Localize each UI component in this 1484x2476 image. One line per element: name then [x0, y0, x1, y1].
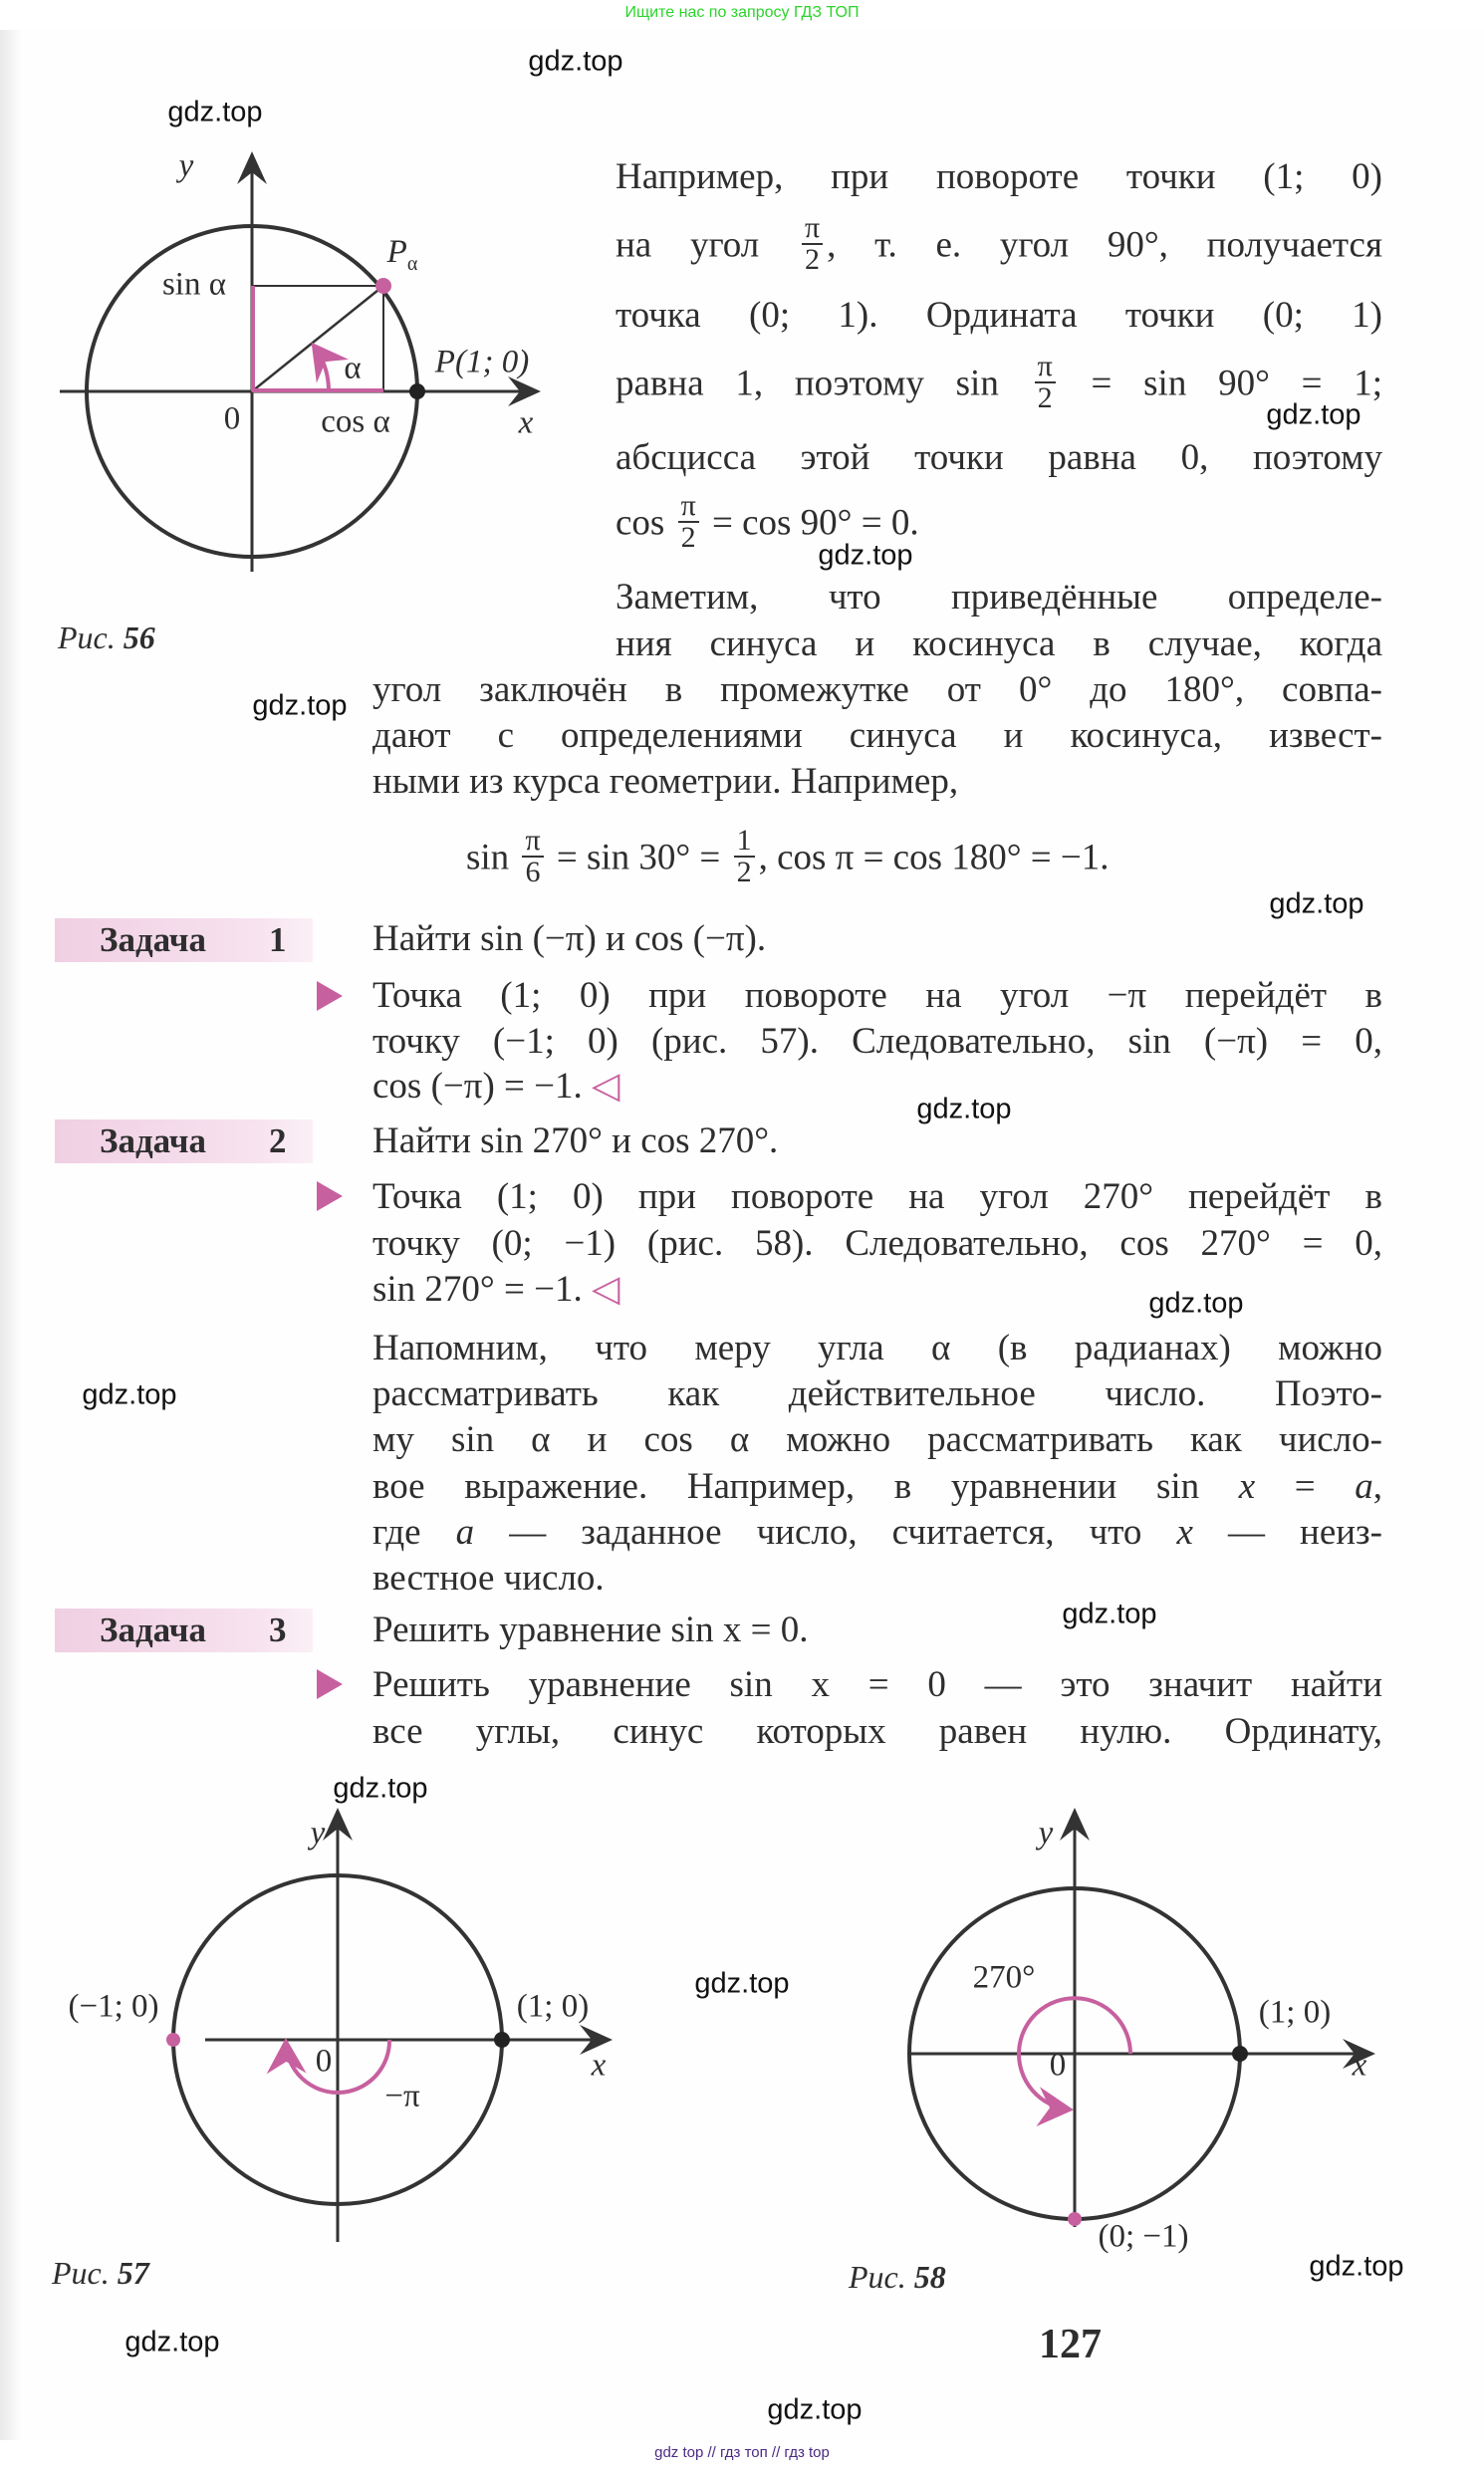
caption-number: 56	[123, 619, 155, 655]
fig58-x-label: x	[1352, 2047, 1367, 2084]
watermark: gdz.top	[818, 539, 913, 572]
watermark: gdz.top	[252, 689, 348, 722]
text-segment: , cos π = cos 180° = −1.	[758, 837, 1110, 878]
text-line: Например, при повороте точки (1; 0)	[616, 156, 1382, 197]
text-line: точку (−1; 0) (рис. 57). Следовательно, sin (−π) = 0,	[372, 1021, 1382, 1062]
solution-start-icon	[317, 1669, 343, 1699]
caption-number: 57	[117, 2255, 149, 2291]
text-line: угол заключён в промежутке от 0° до 180°, совпа-	[372, 669, 1382, 710]
numerator: π	[1035, 352, 1056, 383]
text-line	[616, 489, 1382, 557]
watermark: gdz.top	[694, 1967, 790, 2000]
fig58-y-label: y	[1038, 1815, 1054, 1852]
point-p-alpha	[375, 278, 391, 294]
text-segment: вое выражение. Например, в уравнении sin	[372, 1466, 1239, 1507]
fig56-cos-label: cos α	[321, 403, 390, 440]
fig58-caption	[849, 2259, 946, 2296]
variable: a	[1355, 1466, 1373, 1507]
numerator: π	[522, 826, 543, 858]
fig57-origin-label: 0	[315, 2043, 333, 2080]
denominator: 2	[736, 856, 752, 888]
solution-start-icon	[317, 1181, 343, 1211]
fig58-origin-label: 0	[1049, 2047, 1067, 2084]
text-segment: sin	[466, 837, 510, 878]
text-line: Заметим, что приведённые определе-	[616, 577, 1382, 618]
solution-end-icon: ◁	[591, 1269, 620, 1310]
task-label: Задача	[100, 1121, 207, 1160]
footer-links: gdz top // гдз топ // гдз top	[654, 2444, 830, 2461]
task-1-label	[55, 918, 313, 962]
watermark: gdz.top	[1148, 1287, 1244, 1320]
text-line	[372, 1464, 1382, 1510]
text-line: все углы, синус которых равен нулю. Ординату,	[372, 1711, 1382, 1752]
variable: x	[1238, 1466, 1256, 1507]
fig56-alpha-label: α	[344, 350, 362, 386]
point-p10	[409, 383, 425, 399]
task-2-statement: Найти sin 270° и cos 270°.	[372, 1120, 779, 1161]
fig57-left-point-label: (−1; 0)	[68, 1988, 159, 2025]
text-line: точку (0; −1) (рис. 58). Следовательно, cos 270° = 0,	[372, 1223, 1382, 1264]
fig58-right-point-label: (1; 0)	[1258, 1994, 1332, 2031]
fig56-p10-label: P(1; 0)	[434, 344, 530, 380]
variable: a	[455, 1512, 475, 1553]
solution-start-icon	[317, 981, 343, 1011]
fig57-right-point-label: (1; 0)	[516, 1988, 590, 2025]
text-segment: ,	[1372, 1466, 1382, 1507]
fraction-pi-over-6	[522, 826, 543, 887]
watermark: gdz.top	[528, 45, 623, 78]
task-number: 3	[269, 1610, 287, 1649]
caption-prefix: Рис.	[849, 2259, 906, 2295]
caption-number: 58	[913, 2259, 946, 2295]
watermark: gdz.top	[82, 1378, 177, 1411]
point-1-0	[494, 2032, 510, 2048]
fraction-pi-over-2	[678, 491, 699, 553]
fig56-y-label: y	[178, 147, 194, 184]
text-line	[616, 211, 1382, 279]
fraction-pi-over-2	[1035, 352, 1056, 413]
text-line	[372, 1510, 1382, 1556]
watermark: gdz.top	[167, 96, 263, 128]
text-segment: — заданное число, считается, что	[474, 1512, 1177, 1553]
denominator: 6	[525, 856, 541, 888]
fraction-pi-over-2	[802, 213, 823, 275]
text-line: Решить уравнение sin x = 0 — это значит найти	[372, 1664, 1382, 1705]
denominator: 2	[1037, 381, 1053, 414]
task-3-statement: Решить уравнение sin x = 0.	[372, 1609, 809, 1650]
text-line: ными из курса геометрии. Например,	[372, 761, 959, 802]
text-segment: = sin 30° =	[556, 837, 721, 878]
text-line: ния синуса и косинуса в случае, когда	[616, 623, 1382, 664]
text-line: Точка (1; 0) при повороте на угол 270° перейдёт в	[372, 1176, 1382, 1217]
watermark: gdz.top	[1062, 1598, 1157, 1630]
fig57-angle-label: −π	[384, 2078, 420, 2114]
formula-line	[466, 824, 1110, 891]
caption-prefix: Рис.	[52, 2255, 110, 2291]
point-1-0	[1232, 2046, 1248, 2062]
solution-end-icon: ◁	[592, 1066, 620, 1107]
text-line: абсцисса этой точки равна 0, поэтому	[616, 437, 1382, 478]
text-segment: где	[372, 1512, 456, 1553]
task-2-label	[55, 1119, 313, 1163]
caption-prefix: Рис.	[58, 619, 116, 655]
text-segment: = sin 90° = 1;	[1091, 363, 1383, 404]
text-segment: =	[1255, 1466, 1356, 1507]
watermark: gdz.top	[333, 1772, 428, 1805]
fig56-p-alpha-label	[387, 234, 418, 276]
fig58-bottom-point-label: (0; −1)	[1098, 2218, 1189, 2255]
text-line: Точка (1; 0) при повороте на угол −π перейдёт в	[372, 975, 1382, 1016]
denominator: 2	[680, 521, 696, 554]
alpha-subscript: α	[406, 252, 418, 275]
denominator: 2	[805, 243, 821, 276]
point-minus1-0	[166, 2033, 180, 2047]
alpha-arc	[314, 346, 329, 389]
text-line: точка (0; 1). Ордината точки (0; 1)	[616, 295, 1382, 336]
watermark: gdz.top	[124, 2326, 220, 2358]
text-line	[372, 1064, 1382, 1110]
fig57-caption	[52, 2255, 149, 2292]
numerator: π	[802, 213, 823, 245]
watermark: gdz.top	[1269, 887, 1364, 920]
text-segment: cos	[616, 502, 665, 544]
task-label: Задача	[100, 1610, 207, 1649]
task-3-label	[55, 1609, 313, 1652]
numerator: π	[678, 491, 699, 523]
task-number: 2	[269, 1121, 287, 1160]
watermark: gdz.top	[1309, 2250, 1404, 2283]
task-number: 1	[269, 920, 287, 959]
page-number: 127	[1039, 2322, 1102, 2367]
watermark: gdz.top	[916, 1093, 1012, 1125]
search-banner: Ищите нас по запросу ГДЗ ТОП	[624, 4, 860, 21]
p-label: P	[386, 234, 407, 271]
text-line: вестное число.	[372, 1558, 605, 1599]
text-segment: = cos 90° = 0.	[711, 502, 919, 544]
watermark: gdz.top	[1266, 398, 1361, 431]
fig57-x-label: x	[591, 2047, 607, 2084]
variable: x	[1176, 1512, 1193, 1553]
figure-57-unit-circle	[166, 1811, 610, 2242]
text-line: му sin α и cos α можно рассматривать как число-	[372, 1419, 1382, 1460]
text-segment: cos (−π) = −1.	[372, 1066, 583, 1107]
task-label: Задача	[100, 920, 207, 959]
radius	[252, 286, 383, 391]
task-1-statement: Найти sin (−π) и cos (−π).	[372, 918, 767, 959]
text-line: рассматривать как действительное число. Поэто-	[372, 1373, 1382, 1414]
fig56-caption	[58, 619, 155, 656]
text-segment: равна 1, поэтому sin	[616, 363, 999, 404]
point-0-minus1	[1068, 2212, 1082, 2226]
fig56-x-label: x	[518, 404, 534, 441]
fig58-angle-label: 270°	[972, 1959, 1036, 1996]
fig57-y-label: y	[310, 1815, 326, 1852]
text-segment: , т. е. угол 90°, получается	[827, 224, 1382, 266]
watermark: gdz.top	[767, 2393, 863, 2426]
text-segment: на угол	[616, 224, 760, 266]
fig56-sin-label: sin α	[161, 266, 227, 303]
fraction-1-over-2	[734, 826, 755, 887]
text-line: Напомним, что меру угла α (в радианах) можно	[372, 1328, 1382, 1368]
text-segment: sin 270° = −1.	[372, 1269, 583, 1310]
text-line: дают с определениями синуса и косинуса, извест-	[372, 715, 1382, 756]
numerator: 1	[734, 826, 755, 858]
text-segment: — неиз-	[1192, 1512, 1382, 1553]
fig56-origin-label: 0	[223, 400, 241, 437]
